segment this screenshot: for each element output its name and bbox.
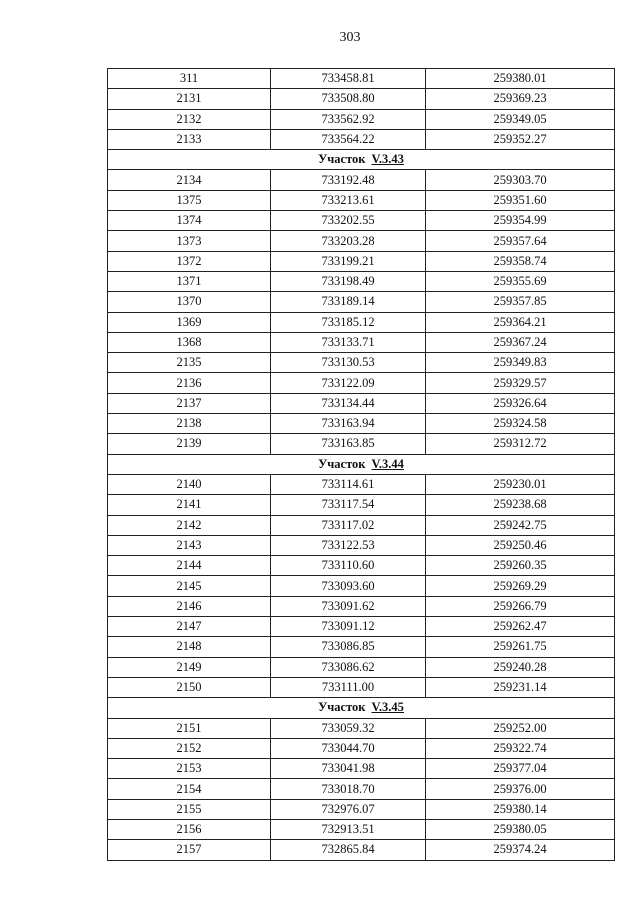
section-header-row [108,150,615,170]
table-row [108,759,615,779]
table-row [108,373,615,393]
y-coordinate-cell: 259322.74 [426,738,615,758]
table-row [108,576,615,596]
table-row [108,353,615,373]
y-coordinate-cell: 259380.14 [426,799,615,819]
point-number-cell: 2149 [108,657,271,677]
y-coordinate-cell: 259329.57 [426,373,615,393]
x-coordinate-cell: 733163.85 [271,434,426,454]
point-number-cell: 2156 [108,819,271,839]
y-coordinate-cell: 259380.01 [426,69,615,89]
point-number-cell: 2139 [108,434,271,454]
point-number-cell: 2151 [108,718,271,738]
x-coordinate-cell: 732865.84 [271,840,426,860]
table-row [108,596,615,616]
x-coordinate-cell: 733133.71 [271,332,426,352]
point-number-cell: 2143 [108,535,271,555]
x-coordinate-cell: 733508.80 [271,89,426,109]
coordinates-table-body [108,69,615,861]
point-number-cell: 2142 [108,515,271,535]
table-row [108,738,615,758]
point-number-cell: 1373 [108,231,271,251]
point-number-cell: 2134 [108,170,271,190]
x-coordinate-cell: 733059.32 [271,718,426,738]
x-coordinate-cell: 733018.70 [271,779,426,799]
table-row [108,535,615,555]
x-coordinate-cell: 733086.85 [271,637,426,657]
table-row [108,271,615,291]
table-row [108,515,615,535]
point-number-cell: 2133 [108,129,271,149]
x-coordinate-cell: 733091.62 [271,596,426,616]
table-row [108,393,615,413]
point-number-cell: 2154 [108,779,271,799]
point-number-cell: 2152 [108,738,271,758]
y-coordinate-cell: 259242.75 [426,515,615,535]
section-code: V.3.44 [371,456,404,471]
table-row [108,190,615,210]
x-coordinate-cell: 733198.49 [271,271,426,291]
x-coordinate-cell: 733562.92 [271,109,426,129]
y-coordinate-cell: 259230.01 [426,474,615,494]
y-coordinate-cell: 259240.28 [426,657,615,677]
section-header-row [108,698,615,718]
y-coordinate-cell: 259312.72 [426,434,615,454]
table-row [108,89,615,109]
section-header [108,454,615,474]
point-number-cell: 2155 [108,799,271,819]
x-coordinate-cell: 733041.98 [271,759,426,779]
table-row [108,617,615,637]
y-coordinate-cell: 259367.24 [426,332,615,352]
table-row [108,819,615,839]
x-coordinate-cell: 733213.61 [271,190,426,210]
table-row [108,556,615,576]
y-coordinate-cell: 259357.85 [426,292,615,312]
table-row [108,779,615,799]
y-coordinate-cell: 259324.58 [426,414,615,434]
table-row [108,474,615,494]
x-coordinate-cell: 733122.09 [271,373,426,393]
table-row [108,332,615,352]
y-coordinate-cell: 259349.05 [426,109,615,129]
x-coordinate-cell: 733203.28 [271,231,426,251]
table-row [108,718,615,738]
point-number-cell: 2147 [108,617,271,637]
y-coordinate-cell: 259369.23 [426,89,615,109]
x-coordinate-cell: 733564.22 [271,129,426,149]
point-number-cell: 2138 [108,414,271,434]
x-coordinate-cell: 733114.61 [271,474,426,494]
y-coordinate-cell: 259377.04 [426,759,615,779]
x-coordinate-cell: 733192.48 [271,170,426,190]
y-coordinate-cell: 259238.68 [426,495,615,515]
point-number-cell: 2145 [108,576,271,596]
x-coordinate-cell: 733086.62 [271,657,426,677]
table-row [108,109,615,129]
table-row [108,637,615,657]
section-code: V.3.43 [371,152,404,167]
y-coordinate-cell: 259326.64 [426,393,615,413]
x-coordinate-cell: 733091.12 [271,617,426,637]
x-coordinate-cell: 733134.44 [271,393,426,413]
coordinates-table [107,68,615,861]
y-coordinate-cell: 259250.46 [426,535,615,555]
point-number-cell: 2153 [108,759,271,779]
x-coordinate-cell: 733111.00 [271,677,426,697]
x-coordinate-cell: 733117.54 [271,495,426,515]
point-number-cell: 2157 [108,840,271,860]
x-coordinate-cell: 733189.14 [271,292,426,312]
x-coordinate-cell: 733122.53 [271,535,426,555]
section-label: Участок [318,152,366,167]
point-number-cell: 1374 [108,211,271,231]
point-number-cell: 2140 [108,474,271,494]
y-coordinate-cell: 259266.79 [426,596,615,616]
x-coordinate-cell: 733202.55 [271,211,426,231]
x-coordinate-cell: 733199.21 [271,251,426,271]
y-coordinate-cell: 259252.00 [426,718,615,738]
y-coordinate-cell: 259358.74 [426,251,615,271]
x-coordinate-cell: 733185.12 [271,312,426,332]
y-coordinate-cell: 259231.14 [426,677,615,697]
table-row [108,312,615,332]
table-row [108,657,615,677]
point-number-cell: 2148 [108,637,271,657]
x-coordinate-cell: 732913.51 [271,819,426,839]
y-coordinate-cell: 259376.00 [426,779,615,799]
point-number-cell: 311 [108,69,271,89]
point-number-cell: 1375 [108,190,271,210]
table-row [108,129,615,149]
point-number-cell: 2132 [108,109,271,129]
table-row [108,414,615,434]
y-coordinate-cell: 259260.35 [426,556,615,576]
x-coordinate-cell: 732976.07 [271,799,426,819]
y-coordinate-cell: 259380.05 [426,819,615,839]
table-row [108,495,615,515]
x-coordinate-cell: 733163.94 [271,414,426,434]
point-number-cell: 2137 [108,393,271,413]
table-row [108,231,615,251]
table-row [108,677,615,697]
x-coordinate-cell: 733117.02 [271,515,426,535]
table-row [108,292,615,312]
point-number-cell: 2135 [108,353,271,373]
x-coordinate-cell: 733110.60 [271,556,426,576]
section-header [108,698,615,718]
y-coordinate-cell: 259349.83 [426,353,615,373]
x-coordinate-cell: 733093.60 [271,576,426,596]
y-coordinate-cell: 259355.69 [426,271,615,291]
point-number-cell: 2136 [108,373,271,393]
y-coordinate-cell: 259262.47 [426,617,615,637]
table-row [108,69,615,89]
table-row [108,799,615,819]
x-coordinate-cell: 733130.53 [271,353,426,373]
section-header [108,150,615,170]
point-number-cell: 1372 [108,251,271,271]
point-number-cell: 2131 [108,89,271,109]
point-number-cell: 1368 [108,332,271,352]
point-number-cell: 2141 [108,495,271,515]
y-coordinate-cell: 259354.99 [426,211,615,231]
page-number: 303 [339,30,361,45]
table-row [108,170,615,190]
point-number-cell: 1370 [108,292,271,312]
table-row [108,211,615,231]
section-label: Участок [318,700,366,715]
table-row [108,840,615,860]
x-coordinate-cell: 733044.70 [271,738,426,758]
y-coordinate-cell: 259269.29 [426,576,615,596]
y-coordinate-cell: 259364.21 [426,312,615,332]
section-label: Участок [318,456,366,471]
point-number-cell: 2150 [108,677,271,697]
point-number-cell: 1369 [108,312,271,332]
y-coordinate-cell: 259261.75 [426,637,615,657]
y-coordinate-cell: 259374.24 [426,840,615,860]
point-number-cell: 1371 [108,271,271,291]
y-coordinate-cell: 259357.64 [426,231,615,251]
x-coordinate-cell: 733458.81 [271,69,426,89]
table-row [108,251,615,271]
point-number-cell: 2144 [108,556,271,576]
y-coordinate-cell: 259351.60 [426,190,615,210]
y-coordinate-cell: 259352.27 [426,129,615,149]
point-number-cell: 2146 [108,596,271,616]
table-row [108,434,615,454]
y-coordinate-cell: 259303.70 [426,170,615,190]
section-code: V.3.45 [371,700,404,715]
section-header-row [108,454,615,474]
